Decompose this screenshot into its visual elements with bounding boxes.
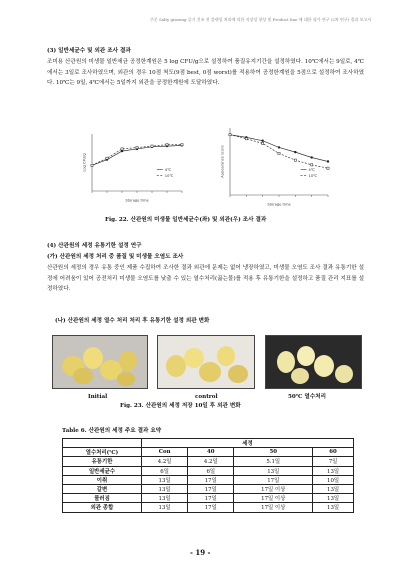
section4-sub-a: (가) 산관원의 세정 처리 중 품질 및 미생물 오염도 조사 — [47, 254, 184, 260]
table-cell: 4.2일 — [142, 457, 188, 466]
table-cell: 10일 — [313, 475, 354, 484]
table-row-label: 일반세균수 — [63, 466, 142, 475]
appearance-chart — [220, 122, 338, 207]
section4-sub-b: (나) 산관원의 세정 열수 처리 처리 후 유통기한 설정 외관 변화 — [55, 318, 210, 324]
data-point — [181, 144, 183, 146]
photo-control — [157, 335, 255, 389]
running-header: 주문 Salty ginseng 증기 건조 전 블랜칭 처리에 의한 저장성 향상 및 Product line 에 대한 평가 연구 (2차 연구) 결과 보고서 — [150, 17, 372, 22]
table-cell: 13일 — [313, 503, 354, 512]
data-point — [91, 164, 93, 166]
photo-initial — [52, 335, 148, 389]
y-axis-label: Appearance score — [220, 145, 225, 178]
table-row-label: 이취 — [63, 475, 142, 484]
table-col-header-treatment: 열수처리(℃) — [63, 448, 142, 457]
data-point — [136, 146, 138, 148]
data-point — [278, 146, 280, 148]
table-cell: 17일 — [188, 503, 234, 512]
ginseng-slices-image — [158, 336, 254, 388]
table-row — [63, 484, 354, 493]
fig23-caption: Fig. 23. 산관원의 세정 저장 10일 후 외관 변화 — [120, 403, 241, 409]
photo-label-control: control — [195, 394, 218, 400]
table-cell: 6일 — [142, 466, 188, 475]
table-col-header: Con — [142, 448, 188, 457]
table-cell: 5.1일 — [234, 457, 313, 466]
table-header-empty — [63, 439, 142, 448]
photo-label-50c: 50℃ 열수처리 — [288, 394, 327, 400]
table-row — [63, 503, 354, 512]
legend-label: 4℃ — [308, 168, 315, 173]
data-point — [262, 142, 264, 144]
ginseng-slices-image — [53, 336, 147, 388]
table-col-header: 60 — [313, 448, 354, 457]
x-axis-label: Storage time — [267, 202, 291, 207]
table-cell: 17일 — [188, 494, 234, 503]
x-axis-label: Storage time — [125, 198, 149, 203]
summary-table — [62, 438, 354, 513]
table-row-label: 갈변 — [63, 484, 142, 493]
table-cell: 13일 — [313, 484, 354, 493]
data-point — [121, 148, 123, 150]
table-cell: 17일 — [234, 475, 313, 484]
data-point — [261, 140, 263, 142]
photo-label-initial: Initial — [88, 394, 108, 400]
page-number: - 19 - — [190, 548, 211, 557]
table-row — [63, 494, 354, 503]
section4-paragraph: 산관원의 세정의 경우 유통 중인 제품 수집하여 조사한 결과 외관에 문제는 없어 냉장하였고, 미생물 오염도 조사 결과 유통기한 설정에 어려움이 있어 공전처리 미생물 오염도를 낮출 수 있는 열수처리(끓는물)를 적용 후 유통기한을 설정하고 품질 관리 지표를 설정하였다. — [47, 265, 364, 292]
table-group-header: 세정 — [142, 439, 354, 448]
data-point — [310, 156, 312, 158]
y-axis-label: Log CFU/g — [82, 153, 87, 172]
table-cell: 13일 — [142, 484, 188, 493]
data-point — [245, 138, 247, 140]
table-col-header: 50 — [234, 448, 313, 457]
table-cell: 17일 이상 — [234, 503, 313, 512]
section4-heading: (4) 산관원의 세정 유통기한 설정 연구 — [47, 243, 142, 249]
table-col-header: 40 — [188, 448, 234, 457]
data-point — [327, 167, 329, 169]
table-cell: 13일 — [234, 466, 313, 475]
fig22-caption: Fig. 22. 산관원의 미생물 일반세균수(좌) 및 외관(우) 조사 결과 — [105, 217, 267, 223]
ginseng-slices-image — [266, 336, 361, 388]
table-row-label: 유통기한 — [63, 457, 142, 466]
table-cell: 17일 — [188, 484, 234, 493]
data-point — [166, 144, 168, 146]
series-line-2 — [230, 135, 328, 169]
data-point — [151, 145, 153, 147]
data-point — [278, 152, 280, 154]
table-cell: 7일 — [313, 457, 354, 466]
photo-50c — [265, 335, 362, 389]
table-cell: 4.2일 — [188, 457, 234, 466]
section3-heading: (3) 일반세균수 및 외관 조사 결과 — [47, 48, 131, 54]
legend-label: 10℃ — [164, 173, 174, 178]
table-cell: 17일 — [188, 475, 234, 484]
table6-title: Table 6. 산관원의 세정 주요 결과 요약 — [62, 428, 162, 434]
table-row-label: 외관 종합 — [63, 503, 142, 512]
table-cell: 13일 — [142, 475, 188, 484]
legend-label: 10℃ — [308, 174, 318, 179]
data-point — [229, 134, 231, 136]
microbe-chart — [82, 128, 192, 203]
table-cell: 17일 이상 — [234, 494, 313, 503]
table-cell: 13일 — [313, 494, 354, 503]
data-point — [327, 160, 329, 162]
table-row — [63, 457, 354, 466]
table-cell: 17일 이상 — [234, 484, 313, 493]
data-point — [106, 157, 108, 159]
table-cell: 13일 — [313, 466, 354, 475]
table-cell: 6일 — [188, 466, 234, 475]
section3-paragraph: 조미용 산관원의 미생물 일반세균 공정한계원은 5 log CFU/g으로 설정하여 품질유지기간을 설정하였다. 10℃에서는 9일로, 4℃에서는 3일로 조사하였으며, 외관의 경우 10점 척도(9점 best, 0점 worst)를 적용하여 공정한계원을 5점으로 설정하여 조사하였다. 10℃는 9일, 4℃에서는 5일까지 외관을 공정한계원에 도달하였다. — [47, 59, 364, 86]
table-cell: 13일 — [142, 494, 188, 503]
data-point — [294, 159, 296, 161]
table-cell: 13일 — [142, 503, 188, 512]
table-row — [63, 466, 354, 475]
data-point — [294, 151, 296, 153]
legend-label: 4℃ — [164, 167, 172, 172]
table-row — [63, 475, 354, 484]
table-row-label: 물러짐 — [63, 494, 142, 503]
data-point — [311, 164, 313, 166]
